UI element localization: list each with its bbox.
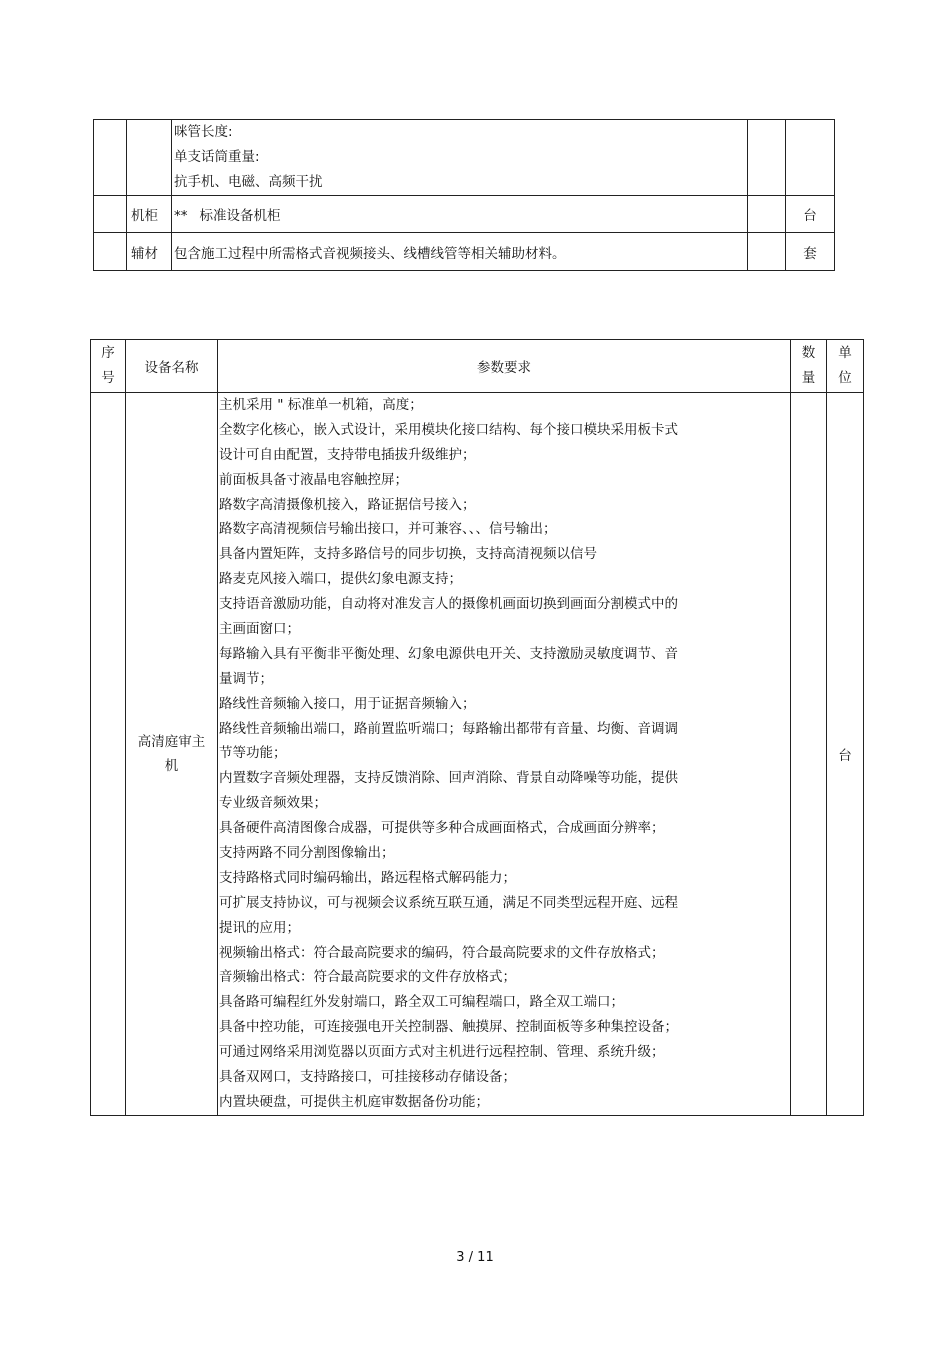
seq-cell xyxy=(94,233,127,271)
param-line: 具备硬件高清图像合成器，可提供等多种合成画面格式，合成画面分辨率； xyxy=(219,820,665,837)
table-header-row xyxy=(91,340,864,393)
param-line: 主画面窗口； xyxy=(219,621,300,638)
equipment-table-continued xyxy=(93,119,835,271)
qty-cell xyxy=(748,196,786,233)
param-cell xyxy=(218,393,791,1116)
qty-cell xyxy=(791,393,827,1116)
param-line: 每路输入具有平衡非平衡处理、幻象电源供电开关、支持激励灵敏度调节、音 xyxy=(219,645,678,662)
param-line: 支持路格式同时编码输出，路远程格式解码能力； xyxy=(219,869,516,886)
param-line: 抗手机、电磁、高频干扰 xyxy=(174,174,323,190)
param-line: 可通过网络采用浏览器以页面方式对主机进行远程控制、管理、系统升级； xyxy=(219,1044,665,1061)
param-line: 支持两路不同分割图像输出； xyxy=(219,845,395,862)
table-row xyxy=(94,196,835,233)
param-cell: 包含施工过程中所需格式音视频接头、线槽线管等相关辅助材料。 xyxy=(172,233,748,271)
unit-cell xyxy=(786,120,835,196)
importance-marker: ** xyxy=(174,208,188,224)
qty-cell xyxy=(748,233,786,271)
unit-cell: 套 xyxy=(786,233,835,271)
device-name-cell xyxy=(127,120,172,196)
param-line: 前面板具备寸液晶电容触控屏； xyxy=(219,471,408,488)
param-line: 视频输出格式：符合最高院要求的编码，符合最高院要求的文件存放格式； xyxy=(219,944,665,961)
header-seq: 序 号 xyxy=(91,340,126,393)
param-line: 路线性音频输入接口，用于证据音频输入； xyxy=(219,695,476,712)
param-line: 路数字高清摄像机接入，路证据信号接入； xyxy=(219,496,476,513)
param-cell xyxy=(172,196,748,233)
header-params: 参数要求 xyxy=(218,340,791,393)
param-line: 节等功能； xyxy=(219,745,287,762)
device-name-cell: 机柜 xyxy=(127,196,172,233)
qty-cell xyxy=(748,120,786,196)
param-line: 具备内置矩阵，支持多路信号的同步切换，支持高清视频以信号 xyxy=(219,546,597,563)
seq-cell xyxy=(91,393,126,1116)
device-name-cell: 辅材 xyxy=(127,233,172,271)
param-line: 内置数字音频处理器，支持反馈消除、回声消除、背景自动降噪等功能，提供 xyxy=(219,770,678,787)
param-line: 提讯的应用； xyxy=(219,919,300,936)
param-line: 全数字化核心，嵌入式设计，采用模块化接口结构、每个接口模块采用板卡式 xyxy=(219,421,678,438)
param-line: 量调节； xyxy=(219,670,273,687)
header-unit: 单 位 xyxy=(827,340,864,393)
param-line: 主机采用 " 标准单一机箱，高度； xyxy=(219,397,423,413)
unit-cell: 台 xyxy=(786,196,835,233)
table-row xyxy=(94,120,835,196)
device-name-cell: 高清庭审主 机 xyxy=(126,393,218,1116)
unit-cell: 台 xyxy=(827,393,864,1116)
table-row xyxy=(91,393,864,1116)
param-line: 支持语音激励功能，自动将对准发言人的摄像机画面切换到画面分割模式中的 xyxy=(219,596,678,613)
header-device-name: 设备名称 xyxy=(126,340,218,393)
param-line: 路线性音频输出端口，路前置监听端口；每路输出都带有音量、均衡、音调调 xyxy=(219,720,678,737)
host-spec-table xyxy=(90,339,864,1116)
param-line: 路数字高清视频信号输出接口，并可兼容、、、信号输出； xyxy=(219,521,557,538)
param-line: 具备路可编程红外发射端口，路全双工可编程端口，路全双工端口； xyxy=(219,994,624,1011)
param-line: 可扩展支持协议，可与视频会议系统互联互通，满足不同类型远程开庭、远程 xyxy=(219,894,678,911)
param-line: 咪管长度: xyxy=(174,124,233,140)
param-line: 内置块硬盘，可提供主机庭审数据备份功能； xyxy=(219,1093,489,1110)
table-row xyxy=(94,233,835,271)
param-cell xyxy=(172,120,748,196)
param-line: 设计可自由配置，支持带电插拔升级维护； xyxy=(219,446,476,463)
page-number: 3 / 11 xyxy=(456,1250,494,1265)
param-line: 具备双网口，支持路接口，可挂接移动存储设备； xyxy=(219,1069,516,1086)
param-line: 专业级音频效果； xyxy=(219,795,327,812)
param-line: 具备中控功能，可连接强电开关控制器、触摸屏、控制面板等多种集控设备； xyxy=(219,1019,678,1036)
seq-cell xyxy=(94,120,127,196)
param-text: 标准设备机柜 xyxy=(199,208,281,224)
param-line: 路麦克风接入端口，提供幻象电源支持； xyxy=(219,571,462,588)
param-line: 单支话筒重量: xyxy=(174,149,260,165)
seq-cell xyxy=(94,196,127,233)
param-line: 音频输出格式：符合最高院要求的文件存放格式； xyxy=(219,969,516,986)
header-qty: 数 量 xyxy=(791,340,827,393)
